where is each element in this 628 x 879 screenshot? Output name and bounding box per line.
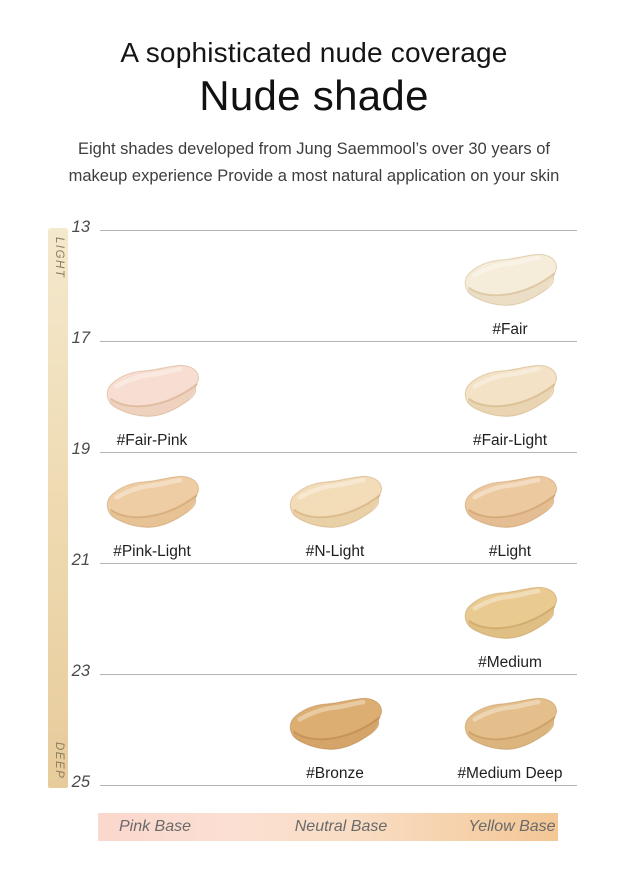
gridline-21 [100,563,577,564]
shade-swatch-smear [102,472,202,539]
page-title: Nude shade [199,71,429,119]
shade-label: #Light [488,543,532,560]
shade-label: #Pink-Light [113,543,191,560]
shade-swatch-smear [285,472,385,539]
tick-label-19: 19 [71,440,90,458]
gridline-13 [100,230,577,231]
pink-base-label: Pink Base [118,818,192,835]
shade-swatch-smear [460,694,560,761]
subtitle-line-1: Eight shades developed from Jung Saemmool’s over 30 years of [77,139,551,158]
shade-label: #Fair-Light [472,432,548,449]
shade-pink-light [86,472,218,562]
gridline-17 [100,341,577,342]
undertone-gradient-bar [98,813,558,841]
shade-label: #Bronze [306,765,364,782]
shade-fair-light [444,361,576,451]
gridline-25 [100,785,577,786]
shade-swatch-smear [460,361,560,428]
shade-n-light [269,472,401,562]
subtitle-line-2: makeup experience Provide a most natural application on your skin [68,166,560,185]
gridline-19 [100,452,577,453]
headline: A sophisticated nude coverage [120,37,508,68]
neutral-base-label: Neutral Base [294,818,388,835]
shade-bronze [269,694,401,784]
light-end-label: LIGHT [52,237,65,279]
shade-swatch-smear [460,583,560,650]
deep-end-label: DEEP [52,741,65,779]
gridline-23 [100,674,577,675]
tick-label-23: 23 [71,662,90,680]
tick-label-21: 21 [71,551,90,569]
shade-fair-pink [86,361,218,451]
shade-fair [444,250,576,340]
shade-mediumdeep [444,694,576,784]
shade-swatch-smear [285,694,385,761]
shade-label: #Medium Deep [457,765,563,782]
shade-label: #Fair-Pink [116,432,188,449]
tick-label-13: 13 [71,218,90,236]
tick-label-17: 17 [71,329,90,347]
yellow-base-label: Yellow Base [468,818,556,835]
shade-swatch-smear [460,250,560,317]
shade-light [444,472,576,562]
shade-swatch-smear [102,361,202,428]
shade-medium [444,583,576,673]
depth-scale-bar [48,228,68,788]
shade-label: #Fair [492,321,528,338]
shade-swatch-smear [460,472,560,539]
shade-label: #Medium [478,654,542,671]
shade-label: #N-Light [305,543,365,560]
tick-label-25: 25 [71,773,90,791]
